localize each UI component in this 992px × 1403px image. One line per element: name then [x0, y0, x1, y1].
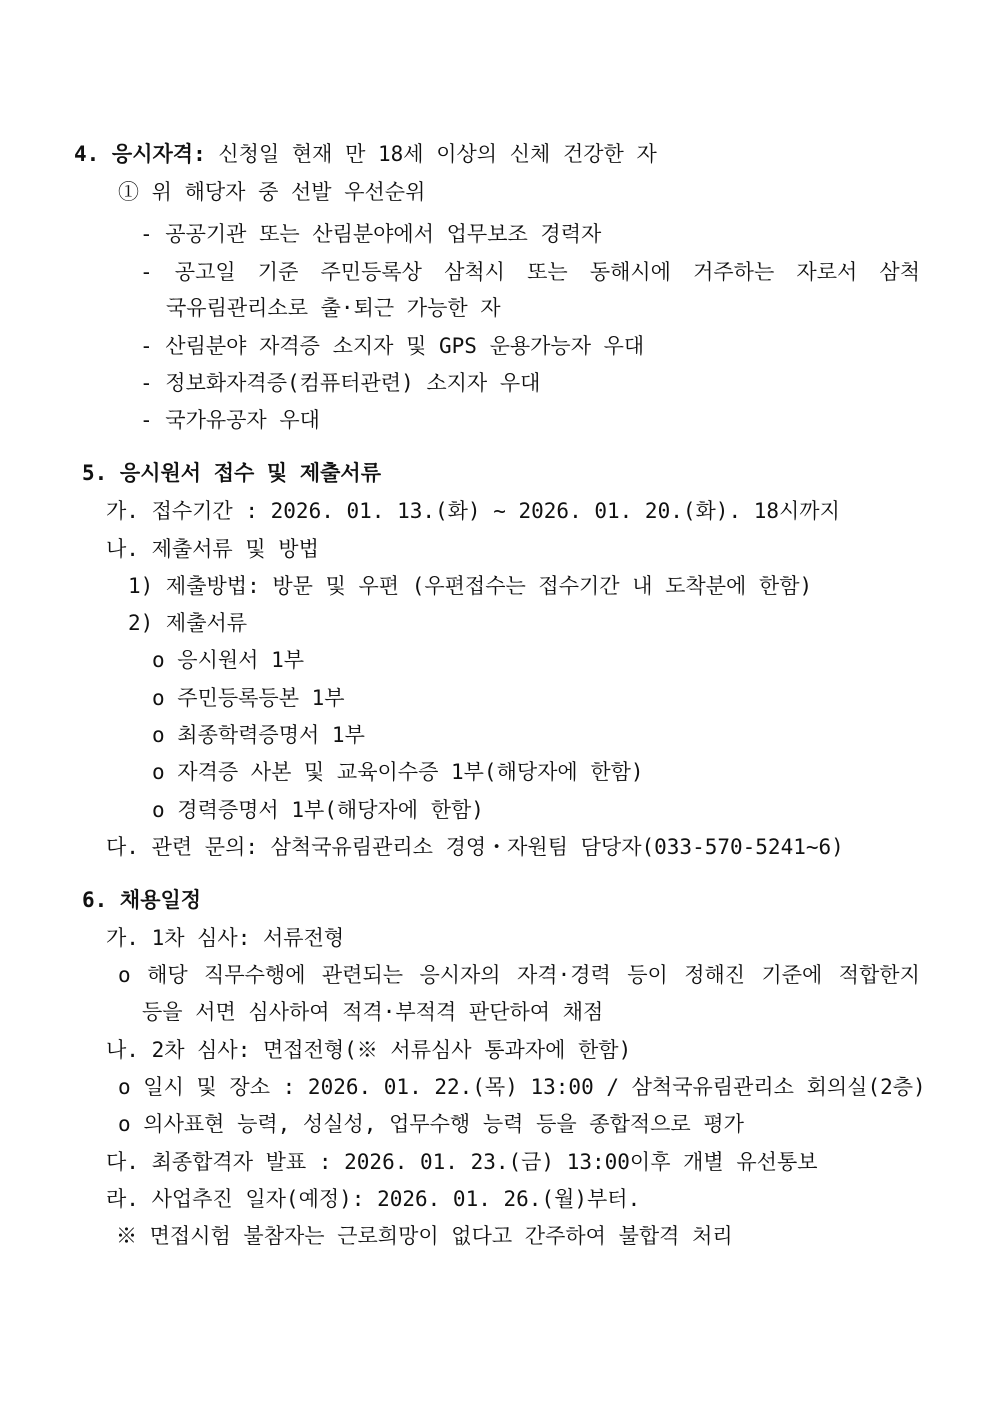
section5-heading: 5. 응시원서 접수 및 제출서류: [82, 461, 382, 485]
section4-item-continuation: 국유림관리소로 출·퇴근 가능한 자: [166, 296, 501, 320]
stage2-title: 나. 2차 심사: 면접전형(※ 서류심사 통과자에 한함): [106, 1038, 632, 1062]
document-item: o 응시원서 1부: [152, 648, 305, 672]
document-item: o 경력증명서 1부(해당자에 한함): [152, 798, 484, 822]
absence-note: ※ 면접시험 불참자는 근로희망이 없다고 간주하여 불합격 처리: [116, 1224, 733, 1248]
section4-heading: [74, 140, 657, 168]
section4-heading-label: 4. 응시자격:: [74, 142, 206, 166]
section4-priority-title: ① 위 해당자 중 선발 우선순위: [118, 180, 426, 204]
project-start-date: 라. 사업추진 일자(예정): 2026. 01. 26.(월)부터.: [106, 1187, 641, 1211]
document-item: o 주민등록등본 1부: [152, 686, 345, 710]
section4-heading-text: 신청일 현재 만 18세 이상의 신체 건강한 자: [218, 142, 657, 166]
final-announcement: 다. 최종합격자 발표 : 2026. 01. 23.(금) 13:00이후 개별 유선통보: [106, 1150, 818, 1174]
section4-item: - 공공기관 또는 산림분야에서 업무보조 경력자: [140, 222, 602, 246]
documents-subtitle: 2) 제출서류: [128, 611, 248, 635]
stage1-detail: o 해당 직무수행에 관련되는 응시자의 자격·경력 등이 정해진 기준에 적합한지: [118, 963, 920, 987]
section4-item: - 국가유공자 우대: [140, 408, 320, 432]
stage1-detail-continuation: 등을 서면 심사하여 적격·부적격 판단하여 채점: [142, 1000, 604, 1024]
document-item: o 자격증 사본 및 교육이수증 1부(해당자에 한함): [152, 760, 644, 784]
section4-item: - 공고일 기준 주민등록상 삼척시 또는 동해시에 거주하는 자로서 삼척: [140, 260, 920, 284]
contact-info: 다. 관련 문의: 삼척국유림관리소 경영・자원팀 담당자(033-570-5241~6): [106, 835, 844, 859]
stage2-evaluation: o 의사표현 능력, 성실성, 업무수행 능력 등을 종합적으로 평가: [118, 1112, 744, 1136]
document-item: o 최종학력증명서 1부: [152, 723, 365, 747]
section4-item: - 정보화자격증(컴퓨터관련) 소지자 우대: [140, 371, 541, 395]
section4-item: - 산림분야 자격증 소지자 및 GPS 운용가능자 우대: [140, 334, 645, 358]
documents-title: 나. 제출서류 및 방법: [106, 537, 319, 561]
stage2-schedule: o 일시 및 장소 : 2026. 01. 22.(목) 13:00 / 삼척국유림관리소 회의실(2층): [118, 1075, 926, 1099]
section6-heading: 6. 채용일정: [82, 888, 202, 912]
application-period: 가. 접수기간 : 2026. 01. 13.(화) ~ 2026. 01. 20.(화). 18시까지: [106, 499, 840, 523]
submission-method: 1) 제출방법: 방문 및 우편 (우편접수는 접수기간 내 도착분에 한함): [128, 574, 813, 598]
stage1-title: 가. 1차 심사: 서류전형: [106, 926, 345, 950]
